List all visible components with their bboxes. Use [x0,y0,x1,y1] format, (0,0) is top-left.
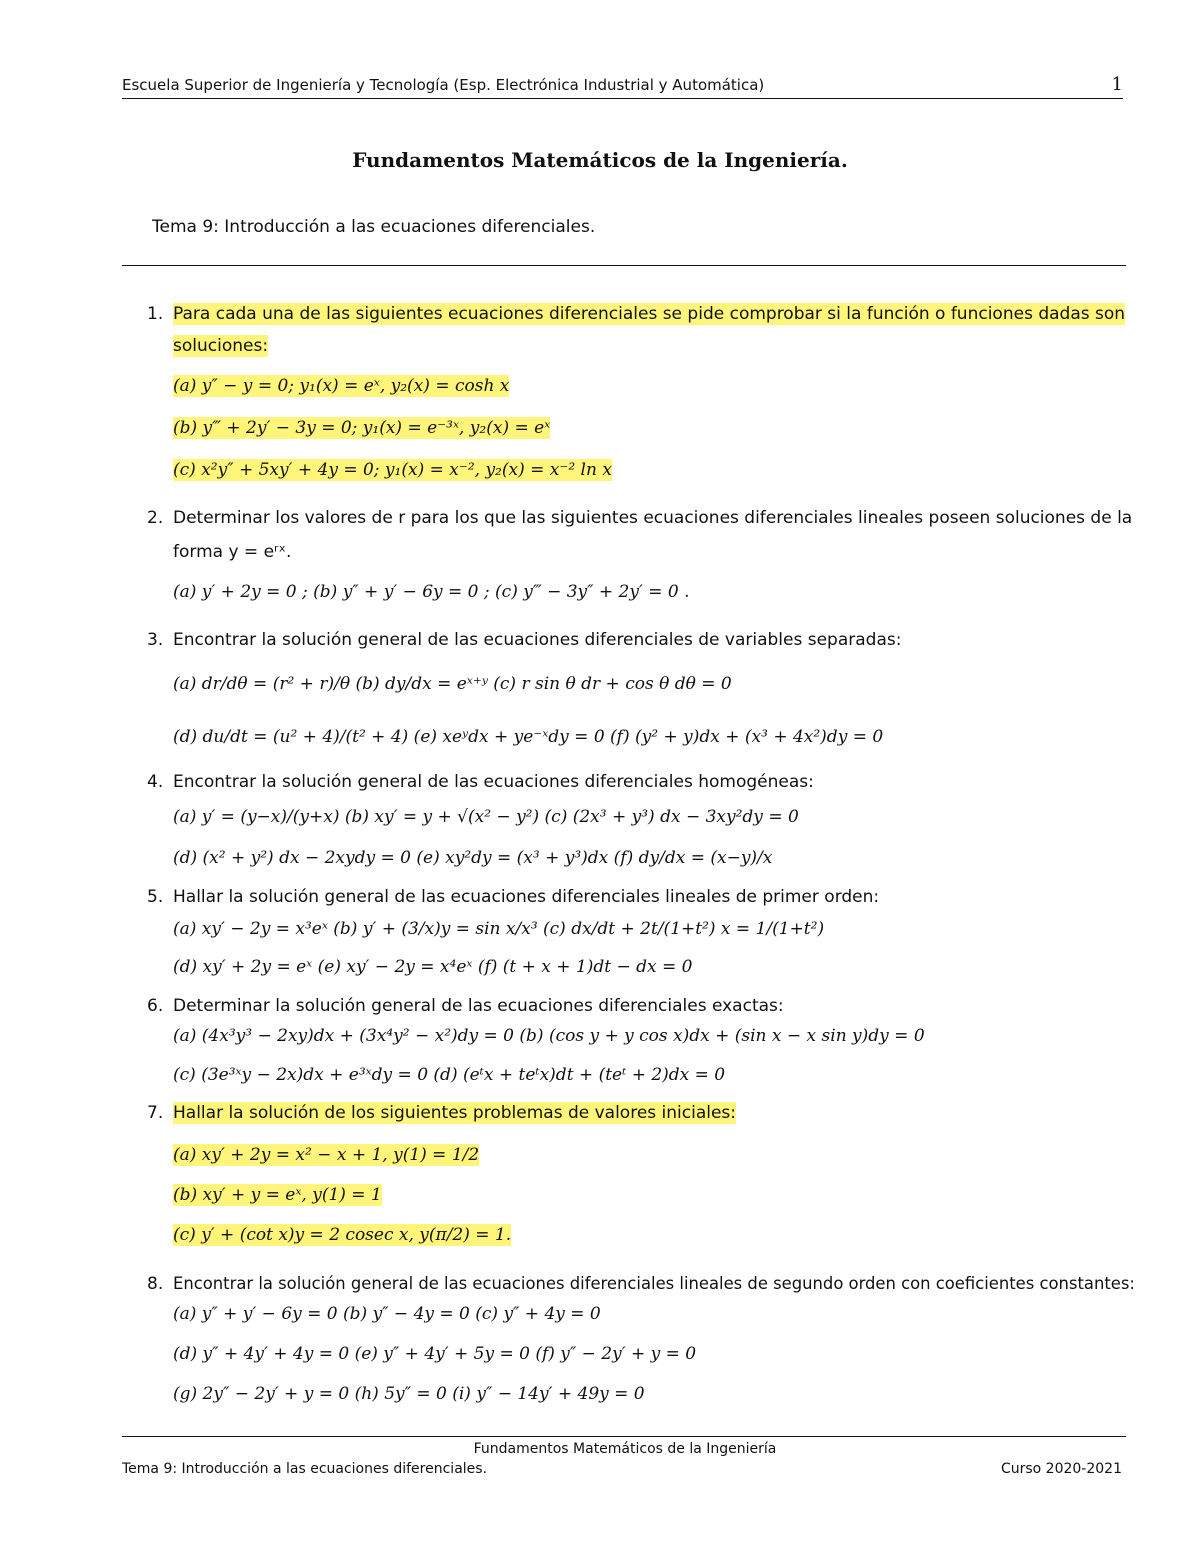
exercise-6-text: Determinar la solución general de las ecuaciones diferenciales exactas: [173,996,784,1016]
exercise-8-number: 8. [147,1274,164,1294]
exercise-7-text: Hallar la solución de los siguientes problemas de valores iniciales: [173,1103,737,1123]
title-divider [122,265,1126,266]
header-institution: Escuela Superior de Ingeniería y Tecnología (Esp. Electrónica Industrial y Automática) [122,76,765,94]
exercise-6-number: 6. [147,996,164,1016]
footer-divider [122,1436,1126,1437]
exercise-5-items-row1: (a) xy′ − 2y = x³eˣ (b) y′ + (3/x)y = sin x/x³ (c) dx/dt + 2t/(1+t²) x = 1/(1+t²) [173,919,825,939]
exercise-7-number: 7. [147,1103,164,1123]
exercise-3-items-row2: (d) du/dt = (u² + 4)/(t² + 4) (e) xeʸdx + ye⁻ˣdy = 0 (f) (y² + y)dx + (x³ + 4x²)dy = 0 [173,727,884,747]
exercise-8-items-row1: (a) y″ + y′ − 6y = 0 (b) y″ − 4y = 0 (c) y″ + 4y = 0 [173,1304,601,1324]
document-subtitle: Tema 9: Introducción a las ecuaciones diferenciales. [152,217,596,237]
exercise-4-items-row1: (a) y′ = (y−x)/(y+x) (b) xy′ = y + √(x² − y²) (c) (2x³ + y³) dx − 3xy²dy = 0 [173,807,799,827]
exercise-1-number: 1. [147,304,164,324]
exercise-4-text: Encontrar la solución general de las ecuaciones diferenciales homogéneas: [173,772,814,792]
document-title: Fundamentos Matemáticos de la Ingeniería. [352,148,848,172]
exercise-1-text: Para cada una de las siguientes ecuaciones diferenciales se pide comprobar si la función o funciones dadas son [173,304,1126,324]
exercise-8-items-row2: (d) y″ + 4y′ + 4y = 0 (e) y″ + 4y′ + 5y = 0 (f) y″ − 2y′ + y = 0 [173,1344,697,1364]
exercise-7-item-b: (b) xy′ + y = eˣ, y(1) = 1 [173,1185,382,1205]
footer-course-title: Fundamentos Matemáticos de la Ingeniería [473,1441,777,1457]
exercise-5-number: 5. [147,887,164,907]
page-header [122,74,1123,99]
exercise-8-text: Encontrar la solución general de las ecuaciones diferenciales lineales de segundo orden con coeficientes constantes: [173,1274,1135,1293]
exercise-5-items-row2: (d) xy′ + 2y = eˣ (e) xy′ − 2y = x⁴eˣ (f) (t + x + 1)dt − dx = 0 [173,957,693,977]
exercise-7-item-a: (a) xy′ + 2y = x² − x + 1, y(1) = 1/2 [173,1145,480,1165]
page-number: 1 [1111,74,1123,95]
exercise-1-text-cont: soluciones: [173,336,269,356]
exercise-6-items-row2: (c) (3e³ˣy − 2x)dx + e³ˣdy = 0 (d) (eᵗx + teᵗx)dt + (teᵗ + 2)dx = 0 [173,1065,726,1085]
exercise-7-item-c: (c) y′ + (cot x)y = 2 cosec x, y(π/2) = 1. [173,1225,512,1245]
exercise-2-number: 2. [147,508,164,528]
exercise-5-text: Hallar la solución general de las ecuaciones diferenciales lineales de primer orden: [173,887,880,907]
exercise-6-items-row1: (a) (4x³y³ − 2xy)dx + (3x⁴y² − x²)dy = 0 (b) (cos y + y cos x)dx + (sin x − x sin y)dy = 0 [173,1026,925,1046]
exercise-4-items-row2: (d) (x² + y²) dx − 2xydy = 0 (e) xy²dy = (x³ + y³)dx (f) dy/dx = (x−y)/x [173,848,773,868]
footer-topic: Tema 9: Introducción a las ecuaciones diferenciales. [122,1461,488,1477]
exercise-3-number: 3. [147,630,164,650]
exercise-1-item-c: (c) x²y″ + 5xy′ + 4y = 0; y₁(x) = x⁻², y₂(x) = x⁻² ln x [173,460,612,480]
exercise-3-text: Encontrar la solución general de las ecuaciones diferenciales de variables separadas: [173,630,902,650]
exercise-3-items-row1: (a) dr/dθ = (r² + r)/θ (b) dy/dx = eˣ⁺ʸ (c) r sin θ dr + cos θ dθ = 0 [173,674,732,694]
exercise-2-text: Determinar los valores de r para los que las siguientes ecuaciones diferenciales lineales poseen soluciones de la [173,508,1133,528]
exercise-1-item-a: (a) y″ − y = 0; y₁(x) = eˣ, y₂(x) = cosh x [173,376,510,396]
exercise-2-items: (a) y′ + 2y = 0 ; (b) y″ + y′ − 6y = 0 ; (c) y‴ − 3y″ + 2y′ = 0 . [173,582,690,602]
exercise-2-text-cont: forma y = eʳˣ. [173,542,292,562]
footer-year: Curso 2020-2021 [1000,1461,1122,1477]
exercise-8-items-row3: (g) 2y″ − 2y′ + y = 0 (h) 5y″ = 0 (i) y″ − 14y′ + 49y = 0 [173,1384,645,1404]
exercise-1-item-b: (b) y‴ + 2y′ − 3y = 0; y₁(x) = e⁻³ˣ, y₂(x) = eˣ [173,418,551,438]
exercise-4-number: 4. [147,772,164,792]
